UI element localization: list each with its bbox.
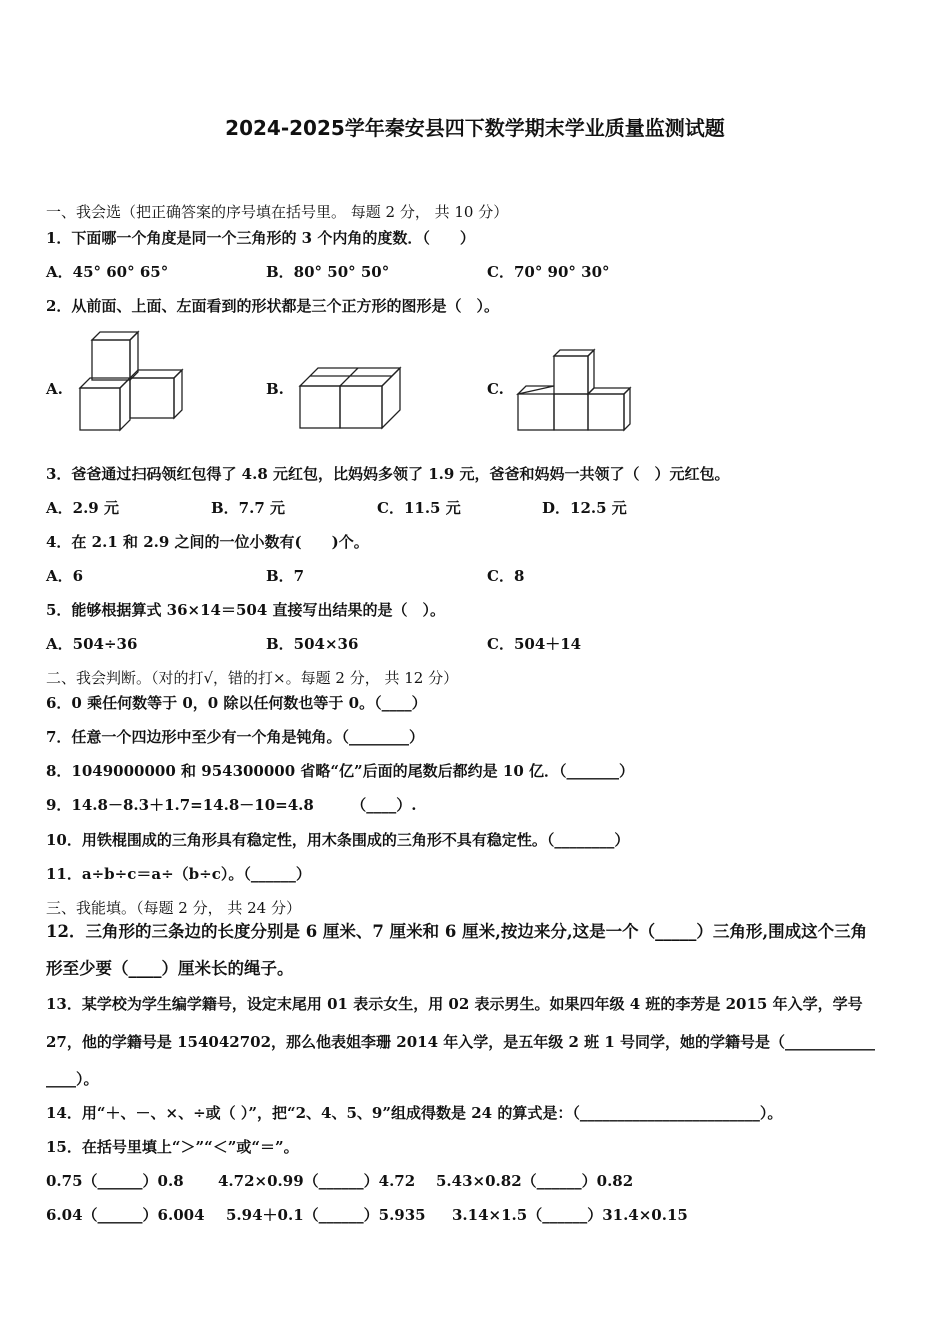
q2-option-b-label: B. [266,380,284,398]
q13-line2: 27，他的学籍号是 154042702，那么他表姐李珊 2014 年入学，是五年级 2 班 1 号同学，她的学籍号是（____________ [46,1033,875,1051]
q1-option-b: B．80° 50° 50° [266,263,390,281]
q3-option-a: A．2.9 元 [46,499,119,517]
q1-text: 1．下面哪一个角度是同一个三角形的 3 个内角的度数．（ ） [46,229,475,247]
q3-option-c: C．11.5 元 [377,499,461,517]
q4-option-a: A．6 [46,567,84,585]
q2-figure-c [514,346,638,436]
q13-line1: 13．某学校为学生编学籍号，设定末尾用 01 表示女生，用 02 表示男生。如果四年级 4 班的李芳是 2015 年入学，学号 [46,995,863,1013]
q10-text: 10．用铁棍围成的三角形具有稳定性，用木条围成的三角形不具有稳定性。（________） [46,831,630,849]
q3-option-d: D．12.5 元 [542,499,627,517]
q5-option-b: B．504×36 [266,635,359,653]
page-title: 2024-2025学年秦安县四下数学期末学业质量监测试题 [225,116,725,140]
q15-item-3: 5.43×0.82（______）0.82 [436,1172,634,1190]
q2-option-a-label: A. [46,380,63,398]
q12-line1: 12．三角形的三条边的长度分别是 6 厘米、7 厘米和 6 厘米,按边来分,这是一个（_____）三角形,围成这个三角 [46,922,868,941]
q3-option-b: B．7.7 元 [211,499,285,517]
q7-text: 7．任意一个四边形中至少有一个角是钝角。（________） [46,728,424,746]
q11-text: 11．a÷b÷c＝a÷（b÷c）。（______） [46,865,311,883]
q5-text: 5．能够根据算式 36×14＝504 直接写出结果的是（ ）。 [46,601,446,619]
q15-text: 15．在括号里填上“＞”“＜”或“＝”。 [46,1138,299,1156]
section1-heading: 一、我会选（把正确答案的序号填在括号里。 每题 2 分， 共 10 分） [46,203,509,221]
q15-item-4: 6.04（______）6.004 [46,1206,205,1224]
section2-heading: 二、我会判断。（对的打√，错的打×。每题 2 分， 共 12 分） [46,669,459,687]
q1-option-c: C．70° 90° 30° [487,263,610,281]
q3-text: 3．爸爸通过扫码领红包得了 4.8 元红包，比妈妈多领了 1.9 元，爸爸和妈妈一共领了（ ）元红包。 [46,465,730,483]
q6-text: 6．0 乘任何数等于 0，0 除以任何数也等于 0。（____） [46,694,427,712]
q14-text: 14．用“＋、－、×、÷或（ ）”，把“2、4、5、9”组成得数是 24 的算式是：（________________________）。 [46,1104,783,1122]
q5-option-a: A．504÷36 [46,635,138,653]
q5-option-c: C．504＋14 [487,635,582,653]
section3-heading: 三、我能填。（每题 2 分， 共 24 分） [46,899,301,917]
q4-option-c: C．8 [487,567,525,585]
q12-line2: 形至少要（____）厘米长的绳子。 [46,959,294,978]
q4-text: 4．在 2.1 和 2.9 之间的一位小数有( )个。 [46,533,369,551]
q15-item-2: 4.72×0.99（______）4.72 [218,1172,416,1190]
q4-option-b: B．7 [266,567,305,585]
q15-item-1: 0.75（______）0.8 [46,1172,184,1190]
q13-line3: ____）。 [46,1070,99,1088]
q8-text: 8．1049000000 和 954300000 省略“亿”后面的尾数后都约是 10 亿．（_______） [46,762,634,780]
q2-figure-a [76,326,186,434]
q2-option-c-label: C. [487,380,504,398]
q2-figure-b [296,362,406,434]
q15-item-5: 5.94＋0.1（______）5.935 [226,1206,426,1224]
q9-text: 9．14.8－8.3＋1.7=14.8－10=4.8 （____）. [46,796,417,814]
q1-option-a: A．45° 60° 65° [46,263,169,281]
q2-text: 2．从前面、上面、左面看到的形状都是三个正方形的图形是（ ）。 [46,297,499,315]
q15-item-6: 3.14×1.5（______）31.4×0.15 [452,1206,688,1224]
